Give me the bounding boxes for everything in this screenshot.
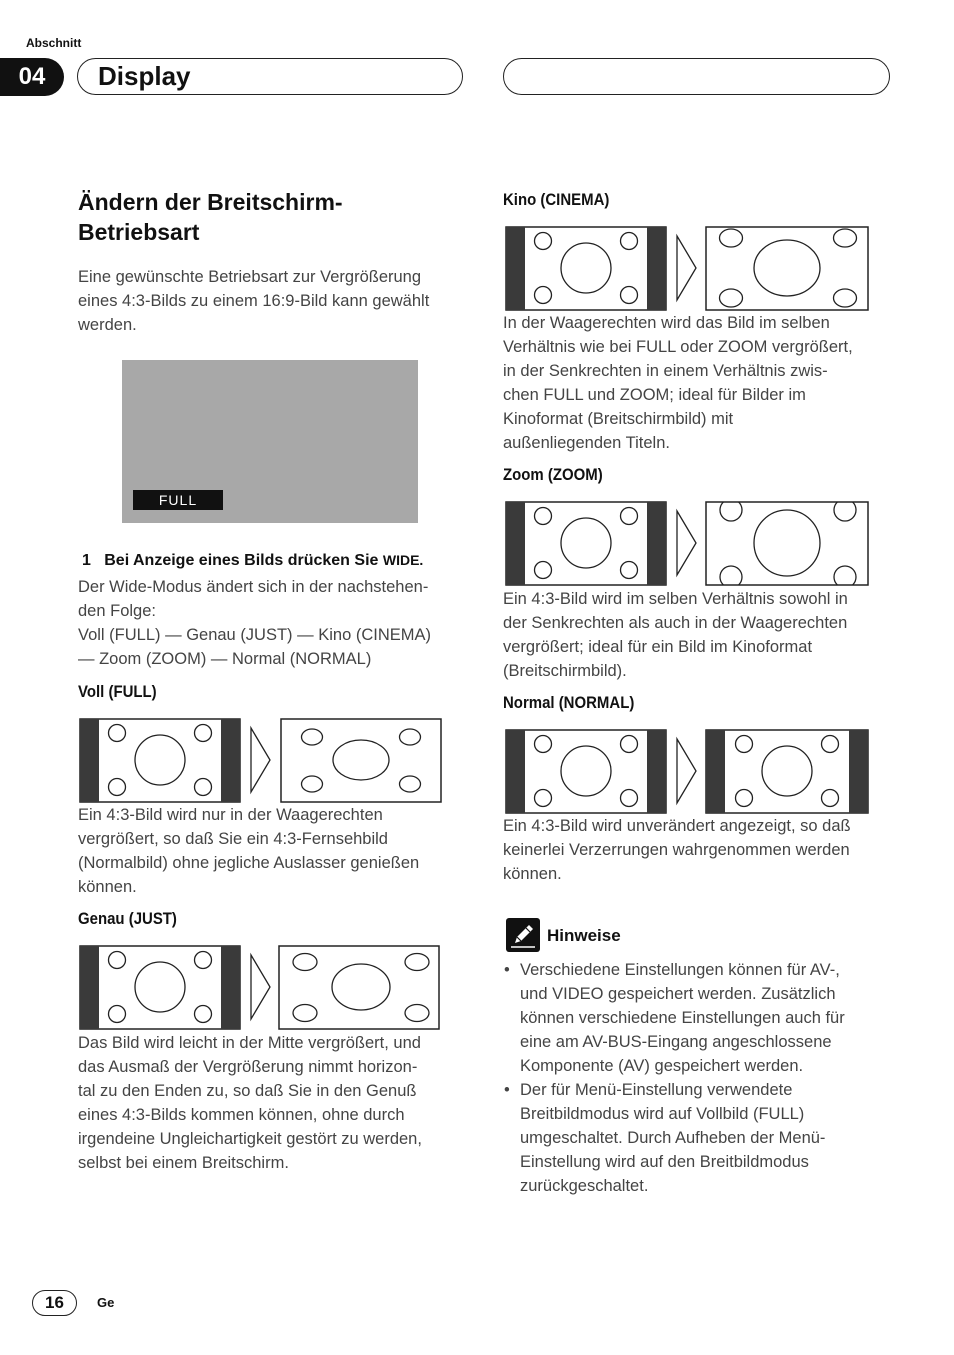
text-line: Voll (FULL) — Genau (JUST) — Kino (CINEMA) <box>78 626 431 644</box>
chapter-empty-frame <box>503 58 890 95</box>
text-line: der Senkrechten als auch in der Waagerechten <box>503 614 848 632</box>
mode-desc-zoom <box>503 587 848 683</box>
text-line: Der für Menü-Einstellung verwendete <box>520 1081 793 1099</box>
chapter-number-badge: 04 <box>0 58 64 96</box>
notes-title: Hinweise <box>547 926 621 945</box>
text-line: können. <box>78 878 137 896</box>
mode-title-full: Voll (FULL) <box>78 682 157 701</box>
page-number: 16 <box>32 1290 77 1316</box>
section-heading-line-2: Betriebsart <box>78 219 200 245</box>
mode-title-cinema: Kino (CINEMA) <box>503 190 610 209</box>
text-line: eines 4:3-Bilds zu einem 16:9-Bild kann gewählt <box>78 292 430 310</box>
text-line: Verschiedene Einstellungen können für AV-, <box>520 961 840 979</box>
result-wide-picture <box>706 730 868 813</box>
section-heading-line-1: Ändern der Breitschirm- <box>78 189 343 215</box>
source-4-3-picture <box>80 719 240 802</box>
mode-title-zoom: Zoom (ZOOM) <box>503 465 603 484</box>
text-line: eine am AV-BUS-Eingang angeschlossene <box>520 1033 832 1051</box>
screen-mode-label: FULL <box>133 490 223 510</box>
text-line: keinerlei Verzerrungen wahrgenommen werden <box>503 841 850 859</box>
language-code: Ge <box>97 1295 115 1310</box>
text-line: außenliegenden Titeln. <box>503 434 670 452</box>
section-heading <box>78 187 343 247</box>
text-line: das Ausmaß der Vergrößerung nimmt horizon- <box>78 1058 418 1076</box>
text-line: irgendeine Ungleichartigkeit gestört zu werden, <box>78 1130 422 1148</box>
mode-title-just: Genau (JUST) <box>78 909 177 928</box>
chapter-title: Display <box>98 61 191 91</box>
cinema-mode-diagram <box>505 226 871 312</box>
text-line: können. <box>503 865 562 883</box>
text-line: können verschiedene Einstellungen auch für <box>520 1009 845 1027</box>
source-4-3-picture <box>506 730 666 813</box>
step-text: Bei Anzeige eines Bilds drücken Sie <box>104 552 379 569</box>
zoom-mode-diagram <box>505 501 871 587</box>
list-item <box>503 1078 888 1198</box>
arrow-right-icon <box>677 511 696 575</box>
text-line: Komponente (AV) gespeichert werden. <box>520 1057 804 1075</box>
text-line: Verhältnis wie bei FULL oder ZOOM vergrößert, <box>503 338 853 356</box>
result-wide-picture <box>281 719 441 802</box>
result-wide-picture <box>706 501 868 587</box>
bullet-icon: • <box>504 961 510 979</box>
text-line: tal zu den Enden zu, so daß Sie in den Genuß <box>78 1082 417 1100</box>
arrow-right-icon <box>251 728 270 792</box>
mode-title-normal: Normal (NORMAL) <box>503 693 635 712</box>
just-mode-diagram <box>79 945 444 1031</box>
result-wide-picture <box>706 227 868 310</box>
text-line: Eine gewünschte Betriebsart zur Vergrößerung <box>78 268 422 286</box>
text-line: Der Wide-Modus ändert sich in der nachstehen- <box>78 578 429 596</box>
notes-list <box>503 958 888 1198</box>
text-line: Ein 4:3-Bild wird im selben Verhältnis sowohl in <box>503 590 848 608</box>
source-4-3-picture <box>506 502 666 585</box>
text-line: und VIDEO gespeichert werden. Zusätzlich <box>520 985 836 1003</box>
text-line: — Zoom (ZOOM) — Normal (NORMAL) <box>78 650 372 668</box>
mode-desc-just <box>78 1031 422 1175</box>
text-line: (Normalbild) ohne jegliche Auslasser genießen <box>78 854 420 872</box>
source-4-3-picture <box>80 946 240 1029</box>
mode-desc-full <box>78 803 419 899</box>
bullet-icon: • <box>504 1081 510 1099</box>
intro-paragraph <box>78 265 429 337</box>
text-line: vergrößert, so daß Sie ein 4:3-Fernsehbild <box>78 830 388 848</box>
mode-desc-cinema <box>503 311 853 455</box>
full-mode-diagram <box>79 718 444 804</box>
text-line: in der Senkrechten in einem Verhältnis zwis- <box>503 362 828 380</box>
arrow-right-icon <box>251 955 270 1019</box>
text-line: werden. <box>78 316 137 334</box>
text-line: Einstellung wird auf den Breitbildmodus <box>520 1153 809 1171</box>
step-number: 1 <box>82 552 91 569</box>
text-line: In der Waagerechten wird das Bild im selben <box>503 314 830 332</box>
text-line: eines 4:3-Bilds kommen können, ohne durch <box>78 1106 405 1124</box>
text-line: den Folge: <box>78 602 156 620</box>
step-instruction <box>82 552 423 570</box>
text-line: Ein 4:3-Bild wird nur in der Waagerechten <box>78 806 383 824</box>
step-body <box>78 575 431 671</box>
result-wide-picture <box>279 946 439 1029</box>
text-line: Das Bild wird leicht in der Mitte vergrößert, und <box>78 1034 421 1052</box>
pencil-note-icon <box>506 918 540 952</box>
normal-mode-diagram <box>505 729 871 815</box>
step-key: WIDE. <box>382 552 424 568</box>
text-line: (Breitschirmbild). <box>503 662 627 680</box>
text-line: umgeschaltet. Durch Aufheben der Menü- <box>520 1129 826 1147</box>
text-line: chen FULL und ZOOM; ideal für Bilder im <box>503 386 806 404</box>
text-line: vergrößert; ideal für ein Bild im Kinoformat <box>503 638 813 656</box>
section-label: Abschnitt <box>26 36 82 50</box>
text-line: selbst bei einem Breitschirm. <box>78 1154 289 1172</box>
arrow-right-icon <box>677 739 696 803</box>
text-line: Breitbildmodus wird auf Vollbild (FULL) <box>520 1105 805 1123</box>
text-line: Ein 4:3-Bild wird unverändert angezeigt, so daß <box>503 817 851 835</box>
mode-desc-normal <box>503 814 851 886</box>
source-4-3-picture <box>506 227 666 310</box>
arrow-right-icon <box>677 236 696 300</box>
text-line: Kinoformat (Breitschirmbild) mit <box>503 410 734 428</box>
list-item <box>503 958 888 1078</box>
text-line: zurückgeschaltet. <box>520 1177 649 1195</box>
